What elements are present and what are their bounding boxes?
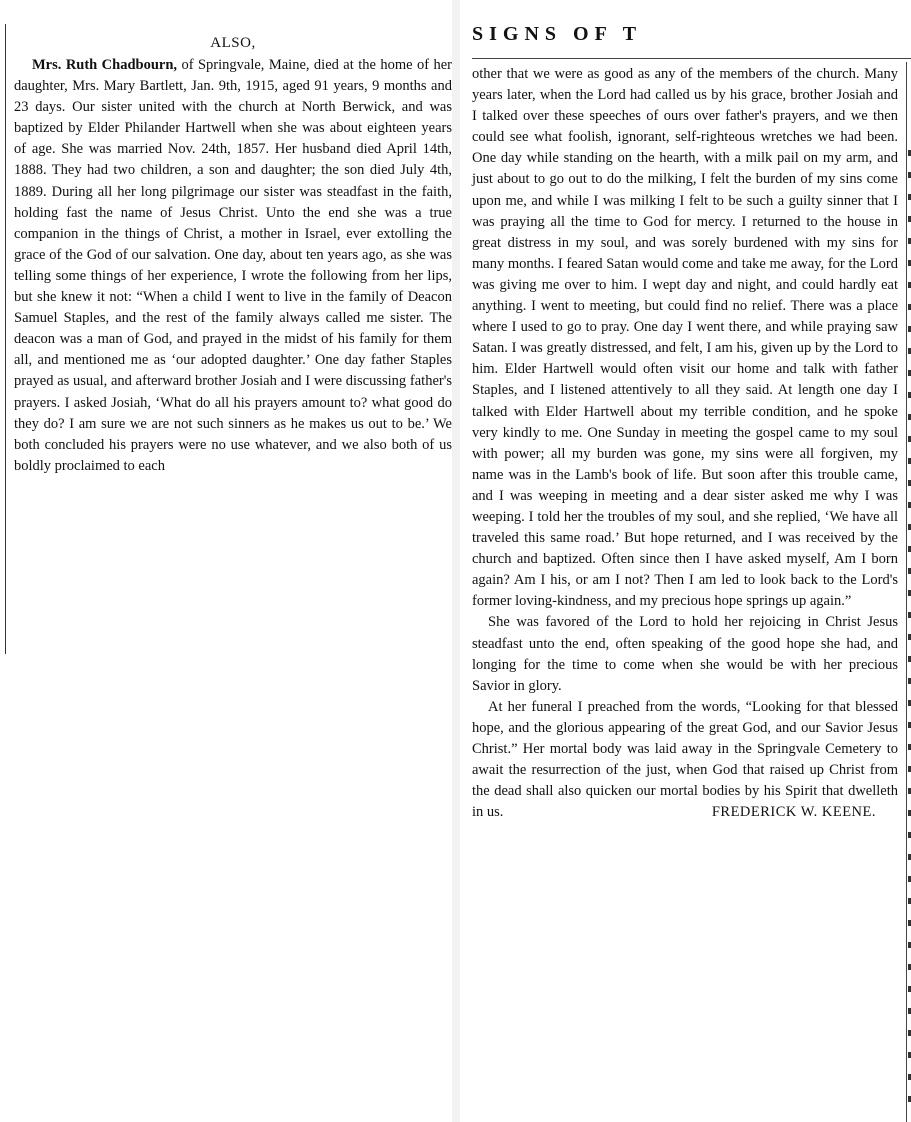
masthead-title: SIGNS OF T [472, 23, 643, 45]
funeral-paragraph [472, 697, 898, 824]
deceased-name: Mrs. Ruth Chadbourn, [32, 57, 178, 73]
right-column [472, 64, 898, 823]
obituary-body: of Springvale, Maine, died at the home of her daughter, Mrs. Mary Bartlett, Jan. 9th, 1915, aged 91 years, 9 months and 23 days. Our sister united with the church at North Berwick, and was baptized by Elder Philander Hartwell when she was about eighteen years of age. She was married Nov. 24th, 1857. Her husband died April 14th, 1888. They had two children, a son and daughter; the son died July 4th, 1889. During all her long pilgrimage our sister was steadfast in the faith, holding fast the name of Jesus Christ. Unto the end she was a true companion in the things of Christ, a mother in Israel, ever extolling the grace of the God of our salvation. One day, about ten years ago, as she was telling some things of her experience, I wrote the following from her lips, but she knew it not: “When a child I went to live in the family of Deacon Samuel Staples, and the rest of the family always called me sister. The deacon was a man of God, and prayed in the midst of his family for them all, and mentioned me as ‘our adopted daughter.’ One day father Staples prayed as usual, and afterward brother Josiah and I were discussing father's prayers. I asked Josiah, ‘What do all his prayers amount to? what good do they do? I am sure we are not such sinners as he makes us out to be.’ We both concluded his prayers were no use whatever, and we also both of us boldly proclaimed to each [14, 57, 452, 474]
author-signature: FREDERICK W. KEENE. [711, 804, 876, 821]
left-column-rule [5, 24, 6, 654]
page-gutter [452, 0, 460, 1122]
right-column-rule [906, 62, 907, 1122]
obituary-heading: ALSO, [210, 35, 256, 51]
testimony-paragraph: other that we were as good as any of the members of the church. Many years later, when the Lord had called us by his grace, brother Josiah and I talked over these speeches of ours over father's prayers, and we then could see what foolish, ignorant, self-righteous wretches we had been. One day while standing on the hearth, with a milk pail on my arm, and just about to go out to do the milking, I felt the burden of my sins come upon me, and while I was milking I felt to be such a guilty sinner that I was praying all the time to God for mercy. I returned to the house in great distress in my soul, and was sorely burdened with my sins for many months. I feared Satan would come and take me away, for the Lord was giving me over to him. I wept day and night, and could hardly eat anything. I went to meeting, but could find no relief. There was a place where I used to go to pray. One day I went there, and while praying saw Satan. I was greatly distressed, and felt, I am his, given up by the Lord to him. Elder Hartwell would often visit our home and talk with father Staples, and I listened attentively to all they said. At length one day I talked with Elder Hartwell about my terrible condition, and he spoke very kindly to me. One Sunday in meeting the gospel came to my soul with power; all my burden was gone, my sins were all forgiven, my name was in the Lamb's book of life. But soon after this trouble came, and I was weeping in meeting and a dear sister asked me why I was weeping. I told her the troubles of my soul, and she replied, ‘We have all traveled this same road.’ But hope returned, and I was received by the church and baptized. Often since then I have asked myself, Am I born again? Am I his, or am I not? Then I am led to look back to the Lord's former loving-kindness, and my precious hope springs up again.” [472, 66, 898, 610]
obituary-paragraph [14, 55, 452, 477]
closing-paragraph: She was favored of the Lord to hold her rejoicing in Christ Jesus steadfast unto the end, often speaking of the good hope she had, and longing for the time to come when she would be with her precious Savior in glory. [472, 614, 898, 694]
masthead-rule [472, 58, 911, 59]
funeral-text: At her funeral I preached from the words, “Looking for that blessed hope, and the glorious appearing of the great God, and our Savior Jesus Christ.” Her mortal body was laid away in the Springvale Cemetery to await the resurrection of the just, when God that raised up Christ from the dead shall also quicken our mortal bodies by his Spirit that dwelleth in us. [472, 698, 898, 821]
left-column [14, 33, 452, 477]
